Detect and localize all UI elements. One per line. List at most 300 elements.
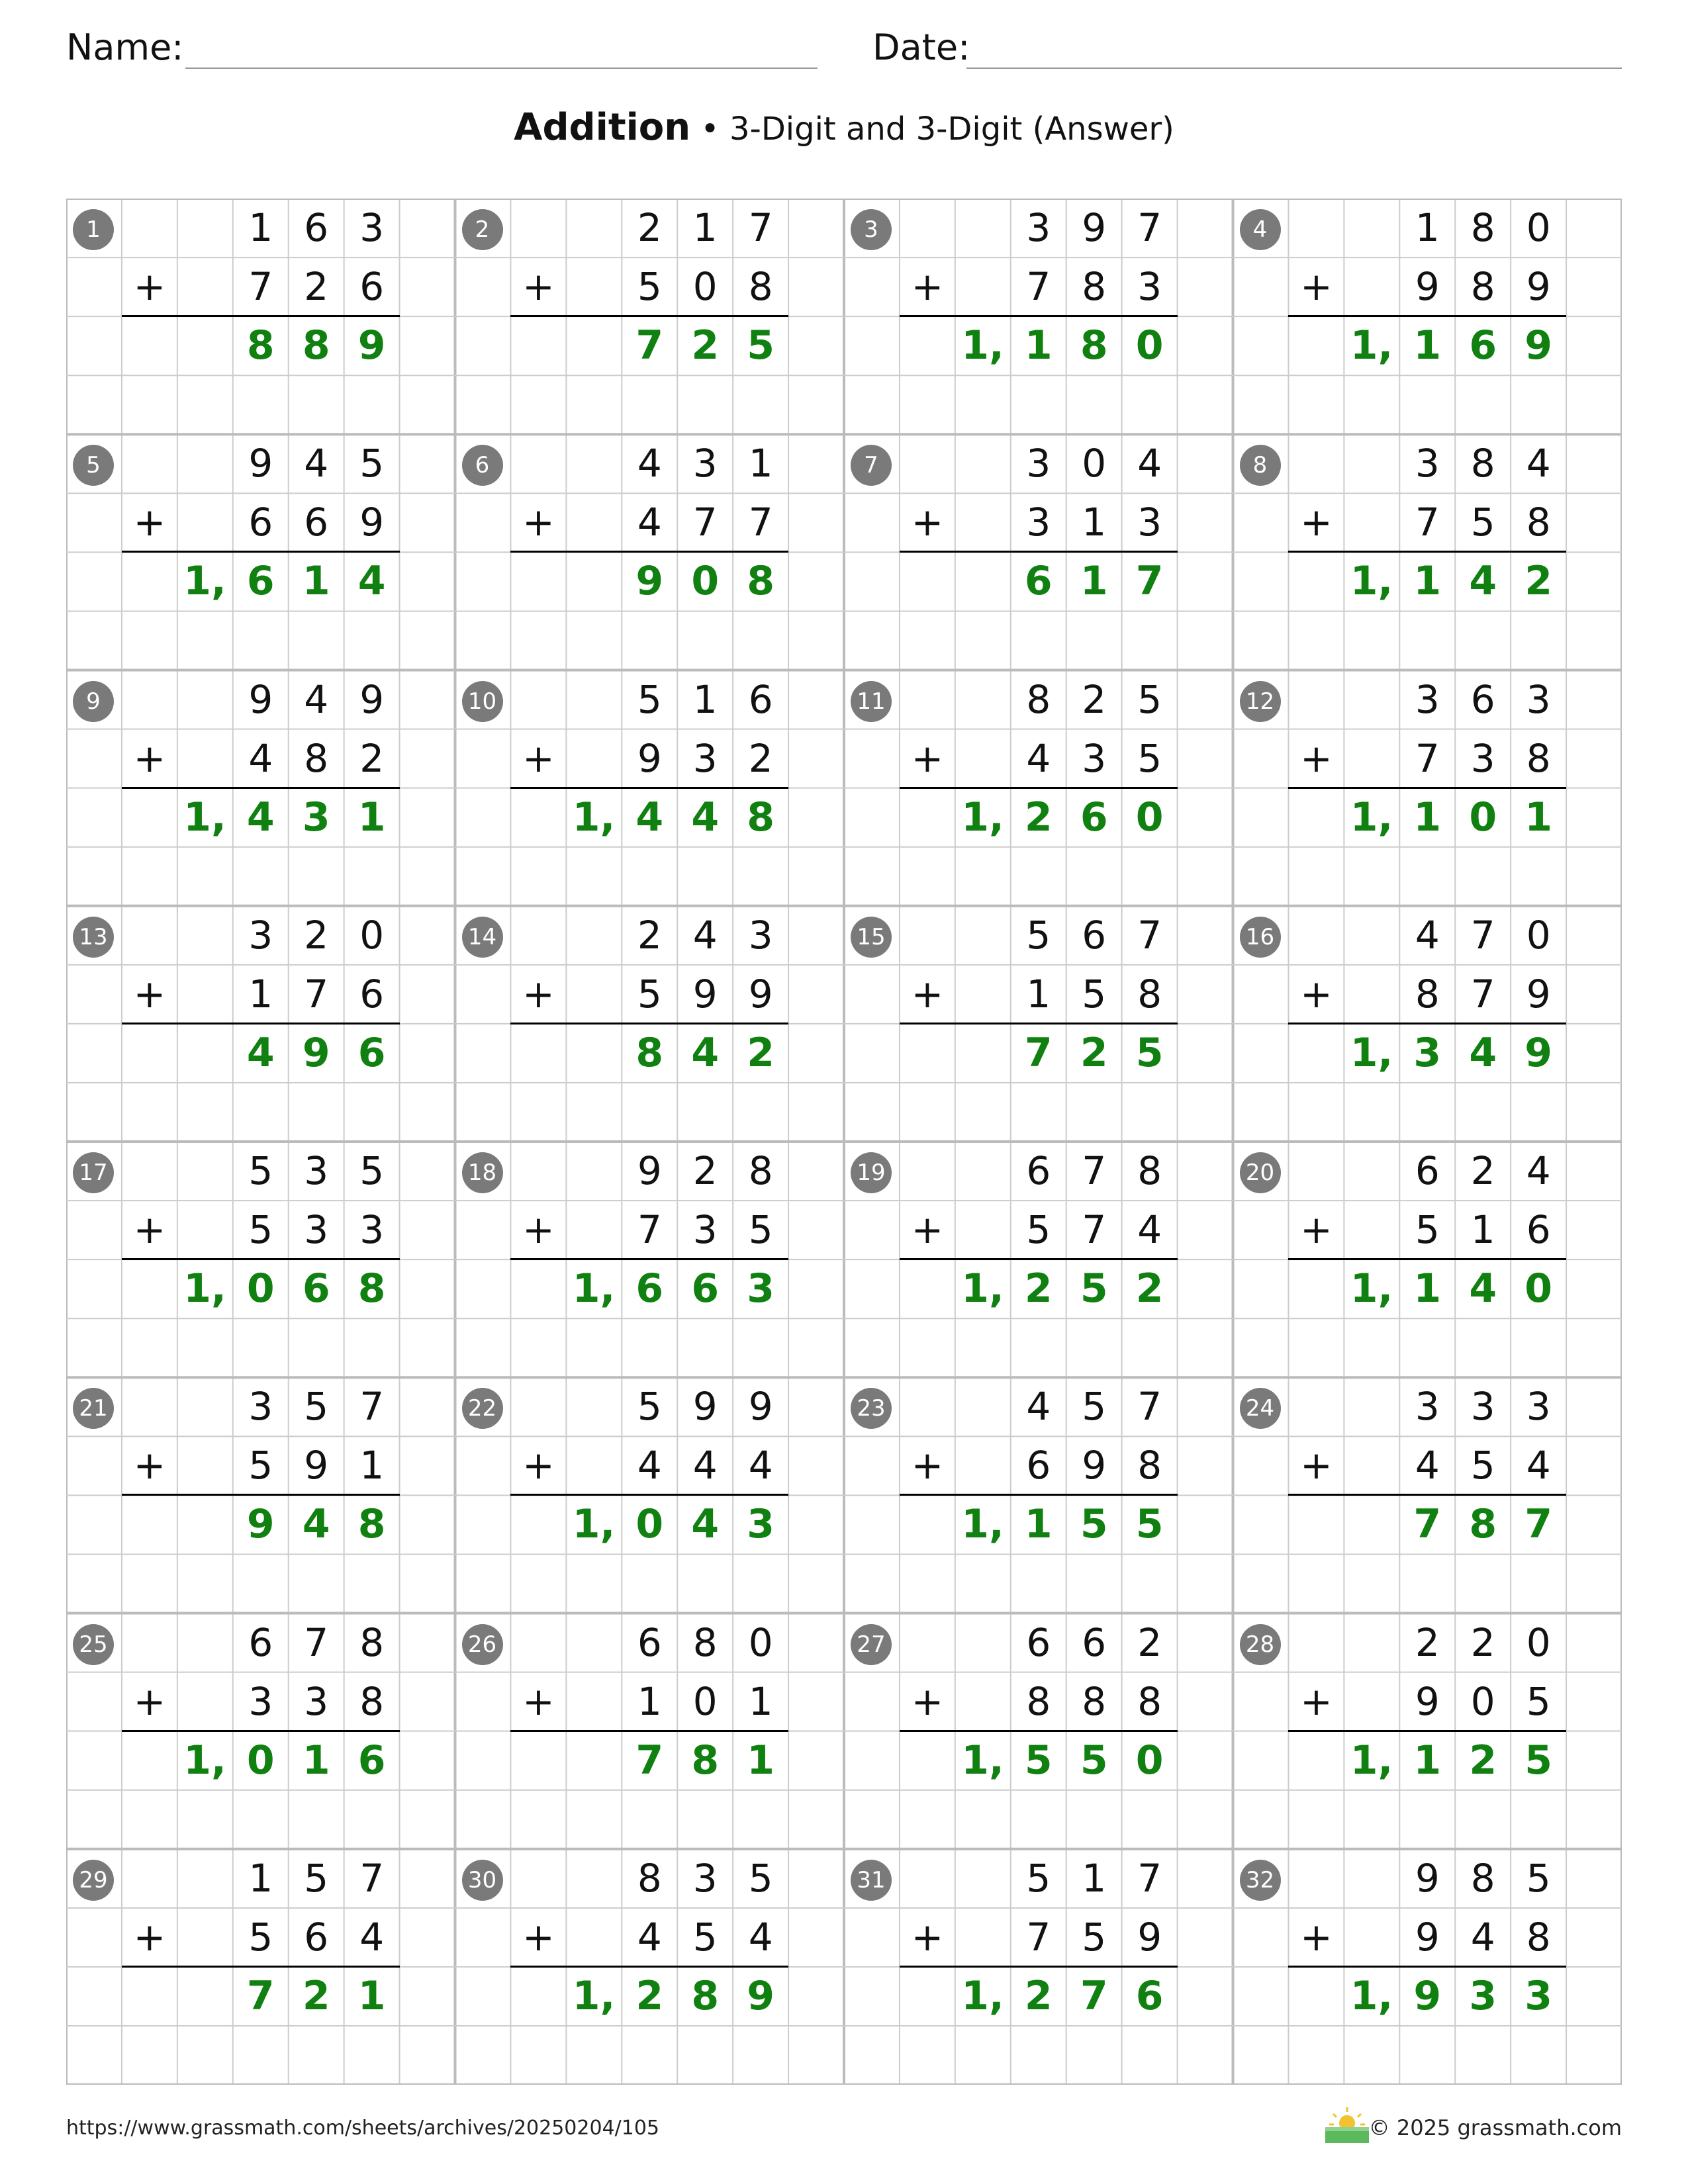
addend-top-digit: 5 <box>1026 912 1051 958</box>
answer-digit: 4 <box>691 1501 720 1548</box>
addend-top-digit: 7 <box>359 1384 385 1430</box>
plus-operator: + <box>1300 1207 1333 1253</box>
answer-digit: 9 <box>635 558 664 605</box>
answer-digit: 4 <box>1469 558 1497 605</box>
problem-5 <box>66 434 455 670</box>
addend-top-digit: 3 <box>248 912 273 958</box>
addend-top-digit: 0 <box>1526 205 1551 250</box>
addend-bottom-digit: 7 <box>1415 500 1440 545</box>
addend-bottom-digit: 4 <box>748 1914 773 1960</box>
addend-bottom-digit: 8 <box>1026 1678 1051 1724</box>
answer-digit: 1, <box>961 1265 1004 1312</box>
name-label: Name: <box>66 26 184 68</box>
addend-bottom-digit: 9 <box>1415 1914 1440 1960</box>
problem-number-badge: 28 <box>1240 1624 1281 1665</box>
problem-number-badge: 14 <box>462 917 503 958</box>
addend-top-digit: 3 <box>359 205 385 250</box>
addend-bottom-digit: 7 <box>692 500 718 545</box>
answer-digit: 1, <box>572 1972 616 2019</box>
addend-top-digit: 3 <box>1415 1384 1440 1430</box>
problem-6 <box>455 434 845 670</box>
answer-digit: 9 <box>1524 1029 1553 1076</box>
answer-digit: 0 <box>1469 794 1497 841</box>
problem-number-badge: 21 <box>73 1388 114 1429</box>
answer-digit: 5 <box>1080 1265 1108 1312</box>
date-label: Date: <box>872 26 970 68</box>
problem-number-badge: 29 <box>73 1860 114 1901</box>
addend-bottom-digit: 4 <box>748 1443 773 1488</box>
answer-digit: 6 <box>1080 794 1108 841</box>
addend-top-digit: 9 <box>692 1384 718 1430</box>
answer-digit: 1, <box>572 794 616 841</box>
answer-digit: 2 <box>747 1029 775 1076</box>
problem-26 <box>455 1614 845 1849</box>
answer-digit: 0 <box>246 1737 275 1784</box>
addend-bottom-digit: 5 <box>1026 1207 1051 1253</box>
answer-digit: 3 <box>1524 1972 1553 2019</box>
plus-operator: + <box>522 1914 555 1960</box>
addend-top-digit: 4 <box>1026 1384 1051 1430</box>
addend-bottom-digit: 4 <box>637 1443 662 1488</box>
answer-digit: 8 <box>1080 322 1108 369</box>
addend-top-digit: 6 <box>1470 676 1495 722</box>
answer-digit: 4 <box>635 794 664 841</box>
answer-digit: 1, <box>183 1265 226 1312</box>
problem-15 <box>844 906 1233 1142</box>
problem-number-badge: 7 <box>851 445 892 486</box>
addend-top-digit: 2 <box>1137 1619 1162 1665</box>
plus-operator: + <box>911 971 944 1017</box>
addend-bottom-digit: 8 <box>1415 971 1440 1017</box>
addend-bottom-digit: 7 <box>637 1207 662 1253</box>
addend-bottom-digit: 3 <box>692 735 718 781</box>
problem-3 <box>844 199 1233 434</box>
addend-bottom-digit: 8 <box>1082 264 1107 310</box>
plus-operator: + <box>522 500 555 545</box>
problem-number-badge: 6 <box>462 445 503 486</box>
addend-top-digit: 5 <box>1082 1384 1107 1430</box>
addend-bottom-digit: 9 <box>1137 1914 1162 1960</box>
addend-bottom-digit: 0 <box>692 264 718 310</box>
grass-sun-logo-icon <box>1324 2105 1370 2144</box>
addend-top-digit: 1 <box>1082 1855 1107 1901</box>
addend-bottom-digit: 3 <box>304 1207 329 1253</box>
problem-32 <box>1233 1849 1622 2085</box>
addend-top-digit: 0 <box>359 912 385 958</box>
addend-top-digit: 7 <box>1137 1384 1162 1430</box>
problem-number-badge: 17 <box>73 1152 114 1193</box>
plus-operator: + <box>911 500 944 545</box>
addend-bottom-digit: 6 <box>304 1914 329 1960</box>
footer-copyright: © 2025 grassmath.com <box>1368 2115 1622 2140</box>
answer-digit: 1, <box>1350 1029 1393 1076</box>
answer-digit: 1 <box>302 1737 330 1784</box>
answer-digit: 2 <box>302 1972 330 2019</box>
problem-19 <box>844 1142 1233 1377</box>
addend-bottom-digit: 8 <box>304 735 329 781</box>
answer-digit: 1, <box>572 1265 616 1312</box>
plus-operator: + <box>133 1678 166 1724</box>
addend-bottom-digit: 8 <box>1526 735 1551 781</box>
plus-operator: + <box>1300 1678 1333 1724</box>
answer-digit: 2 <box>1135 1265 1164 1312</box>
addend-bottom-digit: 2 <box>304 264 329 310</box>
name-line[interactable] <box>185 68 818 69</box>
problem-number-badge: 31 <box>851 1860 892 1901</box>
addend-bottom-digit: 1 <box>359 1443 385 1488</box>
addend-bottom-digit: 0 <box>1470 1678 1495 1724</box>
addend-bottom-digit: 5 <box>692 1914 718 1960</box>
addend-bottom-digit: 6 <box>1026 1443 1051 1488</box>
addend-top-digit: 3 <box>1526 1384 1551 1430</box>
problem-number-badge: 2 <box>462 209 503 250</box>
addend-top-digit: 6 <box>1026 1148 1051 1193</box>
answer-digit: 0 <box>246 1265 275 1312</box>
addend-bottom-digit: 5 <box>248 1914 273 1960</box>
addend-bottom-digit: 8 <box>1526 500 1551 545</box>
addend-bottom-digit: 3 <box>359 1207 385 1253</box>
answer-digit: 1, <box>1350 1737 1393 1784</box>
addend-bottom-digit: 2 <box>359 735 385 781</box>
addend-top-digit: 7 <box>1470 912 1495 958</box>
addend-bottom-digit: 5 <box>248 1443 273 1488</box>
problem-number-badge: 27 <box>851 1624 892 1665</box>
answer-digit: 2 <box>691 322 720 369</box>
answer-digit: 1, <box>961 1737 1004 1784</box>
addend-bottom-digit: 6 <box>304 500 329 545</box>
addend-top-digit: 4 <box>1137 441 1162 486</box>
problem-number-badge: 16 <box>1240 917 1281 958</box>
answer-digit: 9 <box>246 1501 275 1548</box>
problem-9 <box>66 670 455 906</box>
addend-bottom-digit: 9 <box>1526 971 1551 1017</box>
addend-top-digit: 3 <box>1026 205 1051 250</box>
answer-digit: 7 <box>635 1737 664 1784</box>
addend-bottom-digit: 7 <box>304 971 329 1017</box>
answer-digit: 1, <box>183 1737 226 1784</box>
addend-bottom-digit: 3 <box>1470 735 1495 781</box>
answer-digit: 1, <box>1350 558 1393 605</box>
addend-top-digit: 2 <box>637 205 662 250</box>
answer-digit: 0 <box>691 558 720 605</box>
addend-top-digit: 3 <box>248 1384 273 1430</box>
addend-top-digit: 6 <box>304 205 329 250</box>
addend-bottom-digit: 5 <box>1082 1914 1107 1960</box>
answer-digit: 6 <box>1024 558 1053 605</box>
answer-digit: 4 <box>246 1029 275 1076</box>
answer-digit: 2 <box>1469 1737 1497 1784</box>
problem-number-badge: 25 <box>73 1624 114 1665</box>
problem-23 <box>844 1377 1233 1613</box>
answer-digit: 4 <box>1469 1029 1497 1076</box>
answer-digit: 2 <box>1024 794 1053 841</box>
answer-digit: 1, <box>1350 1265 1393 1312</box>
answer-digit: 0 <box>1135 794 1164 841</box>
addend-bottom-digit: 4 <box>359 1914 385 1960</box>
answer-digit: 8 <box>246 322 275 369</box>
problem-number-badge: 23 <box>851 1388 892 1429</box>
addend-top-digit: 0 <box>1526 912 1551 958</box>
problem-29 <box>66 1849 455 2085</box>
answer-digit: 5 <box>1135 1029 1164 1076</box>
problem-18 <box>455 1142 845 1377</box>
answer-digit: 1 <box>1080 558 1108 605</box>
plus-operator: + <box>522 1678 555 1724</box>
plus-operator: + <box>522 264 555 310</box>
answer-digit: 8 <box>302 322 330 369</box>
addend-bottom-digit: 3 <box>692 1207 718 1253</box>
answer-digit: 1 <box>1024 322 1053 369</box>
plus-operator: + <box>522 1207 555 1253</box>
plus-operator: + <box>133 1914 166 1960</box>
addend-top-digit: 3 <box>304 1148 329 1193</box>
addend-top-digit: 4 <box>1526 441 1551 486</box>
addend-top-digit: 0 <box>748 1619 773 1665</box>
problem-4 <box>1233 199 1622 434</box>
problem-8 <box>1233 434 1622 670</box>
addend-top-digit: 6 <box>1082 912 1107 958</box>
answer-digit: 1 <box>1413 1737 1442 1784</box>
addend-top-digit: 5 <box>637 676 662 722</box>
answer-digit: 2 <box>635 1972 664 2019</box>
answer-digit: 4 <box>357 558 386 605</box>
answer-digit: 0 <box>1135 322 1164 369</box>
addend-bottom-digit: 3 <box>248 1678 273 1724</box>
addend-bottom-digit: 9 <box>637 735 662 781</box>
addend-top-digit: 8 <box>692 1619 718 1665</box>
problem-10 <box>455 670 845 906</box>
plus-operator: + <box>1300 1443 1333 1488</box>
answer-digit: 1, <box>572 1501 616 1548</box>
problem-12 <box>1233 670 1622 906</box>
answer-digit: 1 <box>357 1972 386 2019</box>
answer-digit: 7 <box>1413 1501 1442 1548</box>
problem-number-badge: 19 <box>851 1152 892 1193</box>
answer-digit: 1, <box>961 1501 1004 1548</box>
problem-number-badge: 9 <box>73 681 114 722</box>
answer-digit: 1 <box>357 794 386 841</box>
addend-top-digit: 6 <box>637 1619 662 1665</box>
problem-14 <box>455 906 845 1142</box>
answer-digit: 1 <box>302 558 330 605</box>
addend-top-digit: 9 <box>248 676 273 722</box>
addend-top-digit: 1 <box>692 676 718 722</box>
answer-digit: 1, <box>183 794 226 841</box>
addend-bottom-digit: 6 <box>248 500 273 545</box>
answer-digit: 4 <box>691 1029 720 1076</box>
addend-bottom-digit: 1 <box>637 1678 662 1724</box>
answer-digit: 3 <box>747 1501 775 1548</box>
addend-bottom-digit: 5 <box>1470 1443 1495 1488</box>
addend-bottom-digit: 4 <box>248 735 273 781</box>
addend-bottom-digit: 8 <box>1137 1678 1162 1724</box>
addend-top-digit: 5 <box>748 1855 773 1901</box>
answer-digit: 2 <box>1080 1029 1108 1076</box>
addend-top-digit: 8 <box>1470 1855 1495 1901</box>
date-line[interactable] <box>966 68 1622 69</box>
addend-bottom-digit: 0 <box>692 1678 718 1724</box>
addend-top-digit: 5 <box>1137 676 1162 722</box>
addend-top-digit: 8 <box>637 1855 662 1901</box>
answer-digit: 3 <box>1413 1029 1442 1076</box>
answer-digit: 9 <box>1524 322 1553 369</box>
addend-top-digit: 0 <box>1526 1619 1551 1665</box>
answer-digit: 8 <box>747 794 775 841</box>
addend-top-digit: 9 <box>248 441 273 486</box>
answer-digit: 1 <box>747 1737 775 1784</box>
answer-digit: 2 <box>1524 558 1553 605</box>
answer-digit: 9 <box>357 322 386 369</box>
answer-digit: 6 <box>246 558 275 605</box>
addend-top-digit: 7 <box>748 205 773 250</box>
answer-digit: 4 <box>691 794 720 841</box>
addend-top-digit: 9 <box>748 1384 773 1430</box>
answer-digit: 6 <box>357 1737 386 1784</box>
plus-operator: + <box>133 264 166 310</box>
problem-28 <box>1233 1614 1622 1849</box>
plus-operator: + <box>133 735 166 781</box>
plus-operator: + <box>1300 971 1333 1017</box>
problem-number-badge: 10 <box>462 681 503 722</box>
answer-digit: 4 <box>302 1501 330 1548</box>
addend-bottom-digit: 1 <box>748 1678 773 1724</box>
addend-top-digit: 1 <box>692 205 718 250</box>
answer-digit: 0 <box>635 1501 664 1548</box>
problem-number-badge: 4 <box>1240 209 1281 250</box>
addend-top-digit: 5 <box>359 441 385 486</box>
addend-bottom-digit: 8 <box>1526 1914 1551 1960</box>
problem-number-badge: 26 <box>462 1624 503 1665</box>
addend-bottom-digit: 7 <box>1026 1914 1051 1960</box>
addend-top-digit: 7 <box>1137 205 1162 250</box>
addend-bottom-digit: 4 <box>1415 1443 1440 1488</box>
addend-top-digit: 4 <box>1526 1148 1551 1193</box>
plus-operator: + <box>133 500 166 545</box>
addend-top-digit: 6 <box>748 676 773 722</box>
problem-grid <box>66 199 1622 2085</box>
problem-number-badge: 15 <box>851 917 892 958</box>
problem-13 <box>66 906 455 1142</box>
addend-bottom-digit: 7 <box>248 264 273 310</box>
addend-bottom-digit: 9 <box>748 971 773 1017</box>
answer-digit: 1, <box>961 322 1004 369</box>
answer-digit: 7 <box>1024 1029 1053 1076</box>
answer-digit: 9 <box>747 1972 775 2019</box>
addend-top-digit: 5 <box>1026 1855 1051 1901</box>
addend-bottom-digit: 6 <box>359 971 385 1017</box>
answer-digit: 5 <box>1080 1501 1108 1548</box>
answer-digit: 2 <box>1024 1972 1053 2019</box>
answer-digit: 1 <box>1024 1501 1053 1548</box>
answer-digit: 1, <box>961 794 1004 841</box>
answer-digit: 7 <box>1080 1972 1108 2019</box>
plus-operator: + <box>522 971 555 1017</box>
problem-number-badge: 20 <box>1240 1152 1281 1193</box>
addend-bottom-digit: 9 <box>1415 1678 1440 1724</box>
plus-operator: + <box>133 1443 166 1488</box>
answer-digit: 4 <box>1469 1265 1497 1312</box>
answer-digit: 1 <box>1413 1265 1442 1312</box>
answer-digit: 5 <box>1524 1737 1553 1784</box>
plus-operator: + <box>911 1207 944 1253</box>
addend-top-digit: 7 <box>1082 1148 1107 1193</box>
answer-digit: 6 <box>635 1265 664 1312</box>
addend-top-digit: 7 <box>1137 1855 1162 1901</box>
addend-top-digit: 2 <box>1082 676 1107 722</box>
answer-digit: 3 <box>1469 1972 1497 2019</box>
addend-bottom-digit: 6 <box>1526 1207 1551 1253</box>
problem-number-badge: 8 <box>1240 445 1281 486</box>
addend-bottom-digit: 9 <box>359 500 385 545</box>
addend-bottom-digit: 8 <box>1470 264 1495 310</box>
problem-number-badge: 3 <box>851 209 892 250</box>
problem-17 <box>66 1142 455 1377</box>
addend-top-digit: 3 <box>692 441 718 486</box>
addend-bottom-digit: 1 <box>248 971 273 1017</box>
answer-digit: 7 <box>1135 558 1164 605</box>
addend-bottom-digit: 5 <box>637 264 662 310</box>
addend-top-digit: 7 <box>304 1619 329 1665</box>
addend-bottom-digit: 8 <box>359 1678 385 1724</box>
problem-number-badge: 1 <box>73 209 114 250</box>
addend-bottom-digit: 3 <box>1082 735 1107 781</box>
addend-bottom-digit: 9 <box>1415 264 1440 310</box>
answer-digit: 5 <box>747 322 775 369</box>
addend-top-digit: 4 <box>692 912 718 958</box>
answer-digit: 1 <box>1413 794 1442 841</box>
problem-21 <box>66 1377 455 1613</box>
footer-url: https://www.grassmath.com/sheets/archives/20250204/105 <box>66 2116 660 2140</box>
answer-digit: 8 <box>691 1972 720 2019</box>
answer-digit: 6 <box>357 1029 386 1076</box>
answer-digit: 7 <box>635 322 664 369</box>
addend-top-digit: 2 <box>1415 1619 1440 1665</box>
addend-bottom-digit: 4 <box>637 500 662 545</box>
answer-digit: 8 <box>1469 1501 1497 1548</box>
title-separator: • <box>690 111 729 148</box>
addend-top-digit: 2 <box>692 1148 718 1193</box>
title-subtitle: 3-Digit and 3-Digit (Answer) <box>729 111 1174 148</box>
problem-1 <box>66 199 455 434</box>
answer-digit: 1, <box>1350 794 1393 841</box>
answer-digit: 0 <box>1524 1265 1553 1312</box>
answer-digit: 7 <box>1524 1501 1553 1548</box>
addend-top-digit: 1 <box>748 441 773 486</box>
answer-digit: 1, <box>183 558 226 605</box>
addend-bottom-digit: 5 <box>637 971 662 1017</box>
addend-top-digit: 8 <box>1137 1148 1162 1193</box>
problem-number-badge: 30 <box>462 1860 503 1901</box>
answer-digit: 1, <box>1350 1972 1393 2019</box>
addend-top-digit: 8 <box>1470 441 1495 486</box>
addend-bottom-digit: 7 <box>1082 1207 1107 1253</box>
addend-top-digit: 3 <box>1415 676 1440 722</box>
plus-operator: + <box>1300 500 1333 545</box>
plus-operator: + <box>522 735 555 781</box>
addend-top-digit: 5 <box>359 1148 385 1193</box>
addend-top-digit: 6 <box>1415 1148 1440 1193</box>
addend-top-digit: 1 <box>1415 205 1440 250</box>
addend-bottom-digit: 7 <box>1026 264 1051 310</box>
plus-operator: + <box>911 264 944 310</box>
addend-bottom-digit: 4 <box>1026 735 1051 781</box>
addend-top-digit: 4 <box>637 441 662 486</box>
addend-top-digit: 6 <box>1026 1619 1051 1665</box>
addend-bottom-digit: 5 <box>1137 735 1162 781</box>
addend-bottom-digit: 1 <box>1082 500 1107 545</box>
problem-number-badge: 11 <box>851 681 892 722</box>
addend-top-digit: 8 <box>748 1148 773 1193</box>
